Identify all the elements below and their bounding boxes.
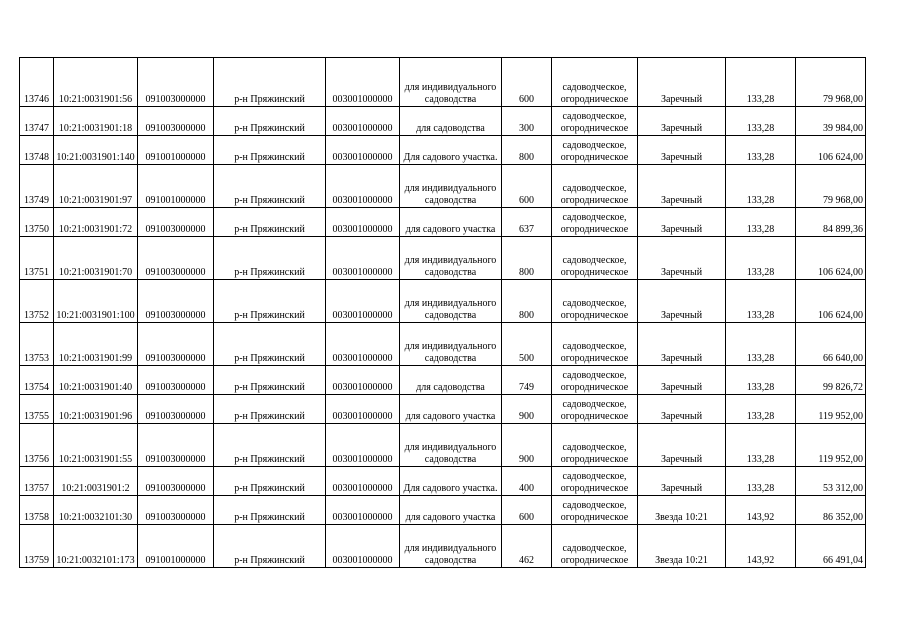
table-row: [20, 467, 866, 496]
table-row: [20, 237, 866, 280]
table-row: [20, 366, 866, 395]
specific-value-cell: 133,28: [726, 467, 796, 496]
cadastral-value-cell: 39 984,00: [796, 107, 866, 136]
cadastral-value-cell: 53 312,00: [796, 467, 866, 496]
specific-value-cell: 133,28: [726, 280, 796, 323]
okato-code-cell: 091001000000: [138, 136, 214, 165]
oktmo-code-cell: 003001000000: [326, 323, 400, 366]
row-number-cell: 13752: [20, 280, 54, 323]
specific-value-cell: 133,28: [726, 165, 796, 208]
district-cell: р-н Пряжинский: [214, 58, 326, 107]
specific-value-cell: 143,92: [726, 525, 796, 568]
permitted-use-cell: для индивидуального садоводства: [400, 237, 502, 280]
okato-code-cell: 091003000000: [138, 366, 214, 395]
row-number-cell: 13750: [20, 208, 54, 237]
okato-code-cell: 091003000000: [138, 237, 214, 280]
settlement-cell: Заречный: [638, 280, 726, 323]
use-category-cell: садоводческое, огородническое: [552, 208, 638, 237]
okato-code-cell: 091003000000: [138, 58, 214, 107]
cadastral-value-cell: 106 624,00: [796, 237, 866, 280]
table-row: [20, 136, 866, 165]
district-cell: р-н Пряжинский: [214, 424, 326, 467]
cadastral-number-cell: 10:21:0031901:99: [54, 323, 138, 366]
district-cell: р-н Пряжинский: [214, 467, 326, 496]
permitted-use-cell: для садового участка: [400, 496, 502, 525]
use-category-cell: садоводческое, огородническое: [552, 280, 638, 323]
okato-code-cell: 091003000000: [138, 496, 214, 525]
cadastral-value-cell: 79 968,00: [796, 165, 866, 208]
permitted-use-cell: для индивидуального садоводства: [400, 424, 502, 467]
area-cell: 637: [502, 208, 552, 237]
specific-value-cell: 133,28: [726, 58, 796, 107]
cadastral-number-cell: 10:21:0032101:30: [54, 496, 138, 525]
district-cell: р-н Пряжинский: [214, 165, 326, 208]
oktmo-code-cell: 003001000000: [326, 136, 400, 165]
cadastral-number-cell: 10:21:0031901:55: [54, 424, 138, 467]
table-row: [20, 496, 866, 525]
specific-value-cell: 133,28: [726, 424, 796, 467]
district-cell: р-н Пряжинский: [214, 208, 326, 237]
district-cell: р-н Пряжинский: [214, 496, 326, 525]
cadastral-number-cell: 10:21:0031901:40: [54, 366, 138, 395]
area-cell: 800: [502, 280, 552, 323]
permitted-use-cell: для индивидуального садоводства: [400, 280, 502, 323]
permitted-use-cell: для садоводства: [400, 107, 502, 136]
specific-value-cell: 143,92: [726, 496, 796, 525]
settlement-cell: Заречный: [638, 165, 726, 208]
area-cell: 600: [502, 496, 552, 525]
table-row: [20, 107, 866, 136]
okato-code-cell: 091001000000: [138, 165, 214, 208]
cadastral-value-cell: 66 640,00: [796, 323, 866, 366]
area-cell: 600: [502, 165, 552, 208]
area-cell: 400: [502, 467, 552, 496]
okato-code-cell: 091003000000: [138, 424, 214, 467]
table-row: [20, 208, 866, 237]
settlement-cell: Заречный: [638, 323, 726, 366]
cadastral-number-cell: 10:21:0031901:72: [54, 208, 138, 237]
district-cell: р-н Пряжинский: [214, 395, 326, 424]
permitted-use-cell: Для садового участка.: [400, 467, 502, 496]
row-number-cell: 13754: [20, 366, 54, 395]
settlement-cell: Заречный: [638, 208, 726, 237]
settlement-cell: Звезда 10:21: [638, 496, 726, 525]
cadastral-value-cell: 106 624,00: [796, 136, 866, 165]
use-category-cell: садоводческое, огородническое: [552, 136, 638, 165]
settlement-cell: Заречный: [638, 366, 726, 395]
table-row: [20, 323, 866, 366]
settlement-cell: Заречный: [638, 107, 726, 136]
permitted-use-cell: для садового участка: [400, 208, 502, 237]
cadastral-value-cell: 79 968,00: [796, 58, 866, 107]
area-cell: 462: [502, 525, 552, 568]
okato-code-cell: 091003000000: [138, 395, 214, 424]
use-category-cell: садоводческое, огородническое: [552, 165, 638, 208]
use-category-cell: садоводческое, огородническое: [552, 424, 638, 467]
cadastral-number-cell: 10:21:0031901:70: [54, 237, 138, 280]
use-category-cell: садоводческое, огородническое: [552, 496, 638, 525]
cadastral-value-cell: 86 352,00: [796, 496, 866, 525]
oktmo-code-cell: 003001000000: [326, 237, 400, 280]
row-number-cell: 13749: [20, 165, 54, 208]
oktmo-code-cell: 003001000000: [326, 525, 400, 568]
table-row: [20, 165, 866, 208]
district-cell: р-н Пряжинский: [214, 525, 326, 568]
area-cell: 800: [502, 237, 552, 280]
settlement-cell: Заречный: [638, 424, 726, 467]
use-category-cell: садоводческое, огородническое: [552, 237, 638, 280]
district-cell: р-н Пряжинский: [214, 237, 326, 280]
oktmo-code-cell: 003001000000: [326, 165, 400, 208]
okato-code-cell: 091003000000: [138, 467, 214, 496]
oktmo-code-cell: 003001000000: [326, 467, 400, 496]
use-category-cell: садоводческое, огородническое: [552, 525, 638, 568]
oktmo-code-cell: 003001000000: [326, 58, 400, 107]
cadastral-number-cell: 10:21:0031901:100: [54, 280, 138, 323]
cadastral-number-cell: 10:21:0031901:18: [54, 107, 138, 136]
oktmo-code-cell: 003001000000: [326, 366, 400, 395]
use-category-cell: садоводческое, огородническое: [552, 366, 638, 395]
district-cell: р-н Пряжинский: [214, 323, 326, 366]
specific-value-cell: 133,28: [726, 136, 796, 165]
specific-value-cell: 133,28: [726, 237, 796, 280]
permitted-use-cell: для индивидуального садоводства: [400, 323, 502, 366]
district-cell: р-н Пряжинский: [214, 280, 326, 323]
oktmo-code-cell: 003001000000: [326, 395, 400, 424]
permitted-use-cell: для индивидуального садоводства: [400, 58, 502, 107]
area-cell: 900: [502, 424, 552, 467]
oktmo-code-cell: 003001000000: [326, 496, 400, 525]
district-cell: р-н Пряжинский: [214, 107, 326, 136]
cadastral-number-cell: 10:21:0031901:2: [54, 467, 138, 496]
table-row: [20, 58, 866, 107]
cadastral-number-cell: 10:21:0031901:56: [54, 58, 138, 107]
specific-value-cell: 133,28: [726, 208, 796, 237]
area-cell: 500: [502, 323, 552, 366]
settlement-cell: Заречный: [638, 467, 726, 496]
specific-value-cell: 133,28: [726, 323, 796, 366]
permitted-use-cell: Для садового участка.: [400, 136, 502, 165]
cadastral-number-cell: 10:21:0031901:97: [54, 165, 138, 208]
row-number-cell: 13747: [20, 107, 54, 136]
row-number-cell: 13751: [20, 237, 54, 280]
cadastral-value-cell: 99 826,72: [796, 366, 866, 395]
oktmo-code-cell: 003001000000: [326, 424, 400, 467]
row-number-cell: 13753: [20, 323, 54, 366]
use-category-cell: садоводческое, огородническое: [552, 395, 638, 424]
okato-code-cell: 091003000000: [138, 107, 214, 136]
area-cell: 800: [502, 136, 552, 165]
row-number-cell: 13746: [20, 58, 54, 107]
permitted-use-cell: для индивидуального садоводства: [400, 525, 502, 568]
land-plots-table: [19, 57, 866, 568]
settlement-cell: Звезда 10:21: [638, 525, 726, 568]
cadastral-number-cell: 10:21:0031901:140: [54, 136, 138, 165]
cadastral-number-cell: 10:21:0031901:96: [54, 395, 138, 424]
okato-code-cell: 091003000000: [138, 208, 214, 237]
table-row: [20, 280, 866, 323]
row-number-cell: 13755: [20, 395, 54, 424]
cadastral-value-cell: 84 899,36: [796, 208, 866, 237]
settlement-cell: Заречный: [638, 136, 726, 165]
cadastral-value-cell: 119 952,00: [796, 424, 866, 467]
district-cell: р-н Пряжинский: [214, 366, 326, 395]
permitted-use-cell: для садоводства: [400, 366, 502, 395]
area-cell: 749: [502, 366, 552, 395]
specific-value-cell: 133,28: [726, 107, 796, 136]
cadastral-number-cell: 10:21:0032101:173: [54, 525, 138, 568]
row-number-cell: 13748: [20, 136, 54, 165]
area-cell: 300: [502, 107, 552, 136]
area-cell: 900: [502, 395, 552, 424]
use-category-cell: садоводческое, огородническое: [552, 467, 638, 496]
use-category-cell: садоводческое, огородническое: [552, 107, 638, 136]
table-row: [20, 424, 866, 467]
area-cell: 600: [502, 58, 552, 107]
permitted-use-cell: для садового участка: [400, 395, 502, 424]
row-number-cell: 13759: [20, 525, 54, 568]
specific-value-cell: 133,28: [726, 395, 796, 424]
okato-code-cell: 091003000000: [138, 323, 214, 366]
cadastral-value-cell: 119 952,00: [796, 395, 866, 424]
oktmo-code-cell: 003001000000: [326, 208, 400, 237]
settlement-cell: Заречный: [638, 58, 726, 107]
cadastral-value-cell: 66 491,04: [796, 525, 866, 568]
row-number-cell: 13758: [20, 496, 54, 525]
permitted-use-cell: для индивидуального садоводства: [400, 165, 502, 208]
table-row: [20, 395, 866, 424]
settlement-cell: Заречный: [638, 237, 726, 280]
district-cell: р-н Пряжинский: [214, 136, 326, 165]
oktmo-code-cell: 003001000000: [326, 107, 400, 136]
row-number-cell: 13757: [20, 467, 54, 496]
settlement-cell: Заречный: [638, 395, 726, 424]
use-category-cell: садоводческое, огородническое: [552, 323, 638, 366]
okato-code-cell: 091003000000: [138, 280, 214, 323]
okato-code-cell: 091001000000: [138, 525, 214, 568]
use-category-cell: садоводческое, огородническое: [552, 58, 638, 107]
cadastral-value-cell: 106 624,00: [796, 280, 866, 323]
oktmo-code-cell: 003001000000: [326, 280, 400, 323]
row-number-cell: 13756: [20, 424, 54, 467]
specific-value-cell: 133,28: [726, 366, 796, 395]
table-row: [20, 525, 866, 568]
